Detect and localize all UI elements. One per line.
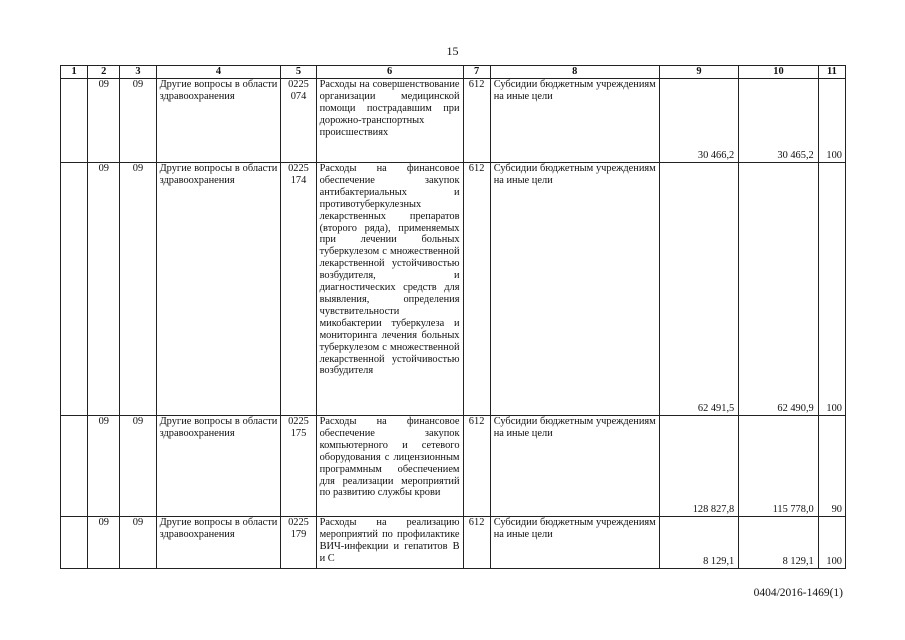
cell-expense-type: 612 bbox=[463, 517, 490, 569]
cell-target-code: 0225 175 bbox=[281, 416, 316, 517]
cell-section-name: Другие вопросы в области здравоохранения bbox=[156, 517, 281, 569]
col-header-3: 3 bbox=[120, 66, 156, 79]
cell-expense-type-name: Субсидии бюджетным учреждениям на иные цели bbox=[490, 163, 659, 416]
document-code: 0404/2016-1469(1) bbox=[753, 587, 843, 599]
cell-expense-description: Расходы на реализацию мероприятий по профилактике ВИЧ-инфекции и гепатитов В и С bbox=[316, 517, 463, 569]
cell-percent: 100 bbox=[818, 79, 845, 163]
cell-section-name: Другие вопросы в области здравоохранения bbox=[156, 416, 281, 517]
col-header-6: 6 bbox=[316, 66, 463, 79]
cell-section: 09 bbox=[88, 163, 120, 416]
col-header-10: 10 bbox=[739, 66, 819, 79]
col-header-8: 8 bbox=[490, 66, 659, 79]
budget-table bbox=[60, 65, 846, 569]
col-header-1: 1 bbox=[61, 66, 88, 79]
cell-col1 bbox=[61, 79, 88, 163]
cell-expense-type: 612 bbox=[463, 416, 490, 517]
cell-subsection: 09 bbox=[120, 79, 156, 163]
cell-expense-description: Расходы на финансовое обеспечение закупок компьютерного и сетевого оборудования с лицензионным программным обеспечением для реализации мероприятий по развитию службы крови bbox=[316, 416, 463, 517]
cell-subsection: 09 bbox=[120, 517, 156, 569]
cell-subsection: 09 bbox=[120, 163, 156, 416]
col-header-2: 2 bbox=[88, 66, 120, 79]
header-row bbox=[61, 66, 846, 79]
col-header-5: 5 bbox=[281, 66, 316, 79]
cell-expense-description: Расходы на финансовое обеспечение закупок антибактериальных и противотуберкулезных лекарственных препаратов (второго ряда), применяемых при лечении больных туберкулезом с множественной лекарственной устойчивостью возбудителя, и диагностических средств для выявления, определения чувствительности микобактерии туберкулеза и мониторинга лечения больных туберкулезом с множественной лекарственной устойчивостью возбудителя bbox=[316, 163, 463, 416]
cell-actual-amount: 62 490,9 bbox=[739, 163, 819, 416]
cell-actual-amount: 8 129,1 bbox=[739, 517, 819, 569]
cell-target-code: 0225 074 bbox=[281, 79, 316, 163]
cell-percent: 100 bbox=[818, 163, 845, 416]
cell-section: 09 bbox=[88, 79, 120, 163]
cell-col1 bbox=[61, 163, 88, 416]
cell-actual-amount: 30 465,2 bbox=[739, 79, 819, 163]
cell-target-code: 0225 179 bbox=[281, 517, 316, 569]
cell-expense-description: Расходы на совершенствование организации медицинской помощи пострадавшим при дорожно-транспортных происшествиях bbox=[316, 79, 463, 163]
table-row bbox=[61, 416, 846, 517]
cell-planned-amount: 30 466,2 bbox=[659, 79, 739, 163]
cell-subsection: 09 bbox=[120, 416, 156, 517]
col-header-11: 11 bbox=[818, 66, 845, 79]
cell-expense-type: 612 bbox=[463, 79, 490, 163]
cell-col1 bbox=[61, 517, 88, 569]
col-header-7: 7 bbox=[463, 66, 490, 79]
cell-percent: 100 bbox=[818, 517, 845, 569]
cell-percent: 90 bbox=[818, 416, 845, 517]
cell-section: 09 bbox=[88, 517, 120, 569]
cell-expense-type: 612 bbox=[463, 163, 490, 416]
cell-planned-amount: 128 827,8 bbox=[659, 416, 739, 517]
col-header-9: 9 bbox=[659, 66, 739, 79]
cell-expense-type-name: Субсидии бюджетным учреждениям на иные цели bbox=[490, 79, 659, 163]
cell-target-code: 0225 174 bbox=[281, 163, 316, 416]
col-header-4: 4 bbox=[156, 66, 281, 79]
table-row bbox=[61, 517, 846, 569]
cell-section-name: Другие вопросы в области здравоохранения bbox=[156, 163, 281, 416]
cell-section-name: Другие вопросы в области здравоохранения bbox=[156, 79, 281, 163]
cell-section: 09 bbox=[88, 416, 120, 517]
table-row bbox=[61, 79, 846, 163]
table-row bbox=[61, 163, 846, 416]
cell-planned-amount: 8 129,1 bbox=[659, 517, 739, 569]
page-number: 15 bbox=[446, 44, 459, 58]
cell-planned-amount: 62 491,5 bbox=[659, 163, 739, 416]
cell-col1 bbox=[61, 416, 88, 517]
cell-actual-amount: 115 778,0 bbox=[739, 416, 819, 517]
cell-expense-type-name: Субсидии бюджетным учреждениям на иные цели bbox=[490, 416, 659, 517]
cell-expense-type-name: Субсидии бюджетным учреждениям на иные цели bbox=[490, 517, 659, 569]
